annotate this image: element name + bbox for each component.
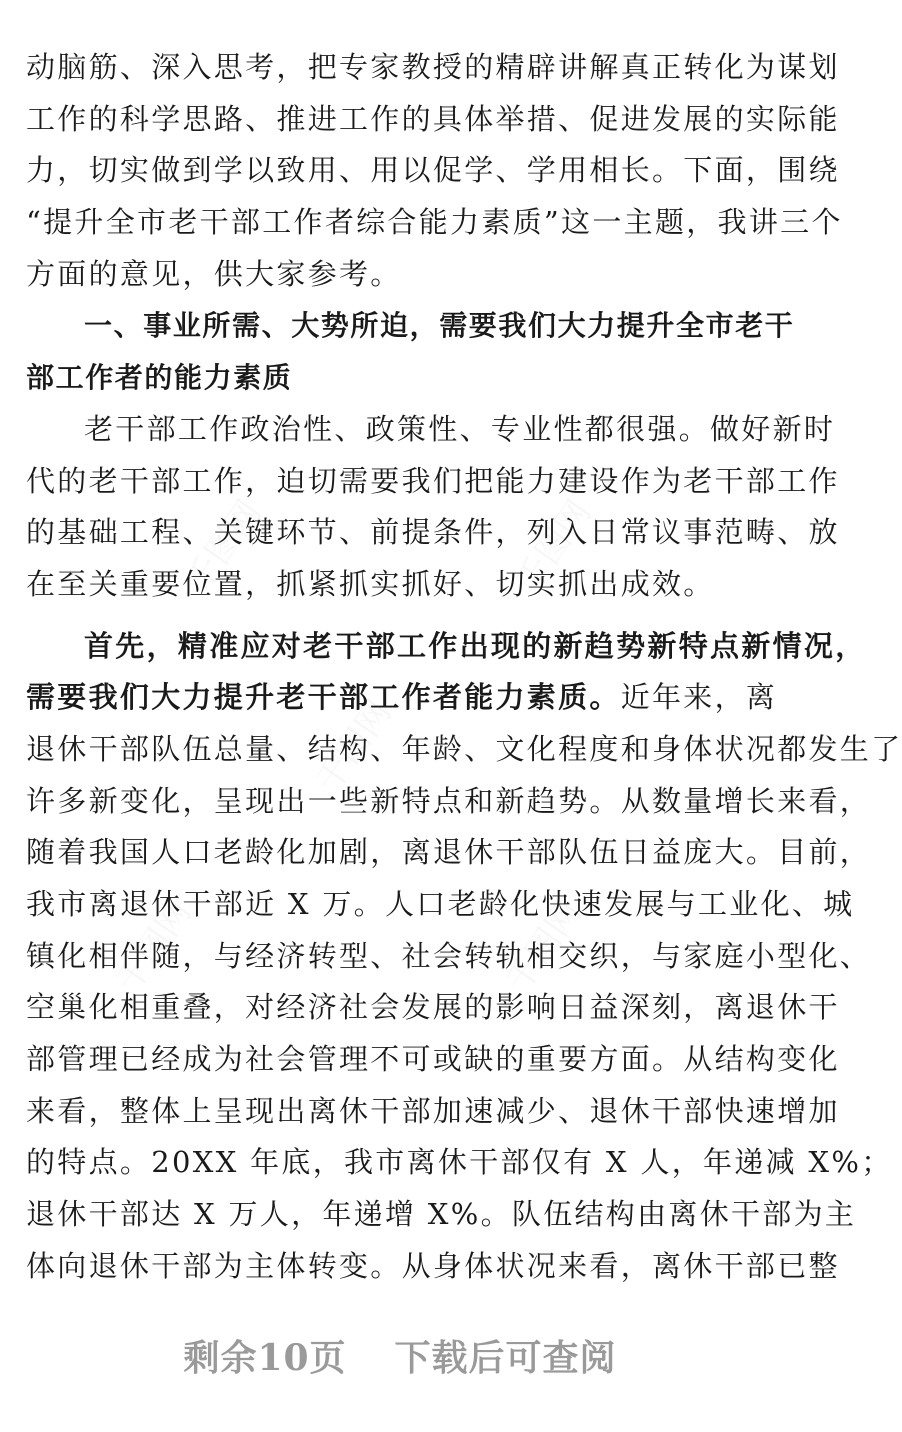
text-segment: 近年来，离	[620, 680, 778, 715]
text-line: 动脑筋、深入思考，把专家教授的精辟讲解真正转化为谋划	[26, 50, 840, 84]
text-line: 在至关重要位置，抓紧抓实抓好、切实抓出成效。	[26, 566, 715, 601]
text-line	[26, 672, 778, 724]
text-line: 退休干部达 X 万人，年递增 X%。队伍结构由离休干部为主	[26, 1197, 857, 1232]
text-line: 的基础工程、关键环节、前提条件，列入日常议事范畴、放	[26, 515, 840, 550]
text-line: 空巢化相重叠，对经济社会发展的影响日益深刻，离退休干	[26, 990, 840, 1025]
text-line: 镇化相伴随，与经济转型、社会转轨相交织，与家庭小型化、	[26, 938, 872, 973]
section-heading: 部工作者的能力素质	[26, 361, 293, 395]
remaining-pages-label: 剩余10页	[183, 1337, 347, 1379]
section-heading: 一、事业所需、大势所迫，需要我们大力提升全市老干	[84, 309, 795, 343]
document-body	[26, 42, 902, 1293]
text-line: 工作的科学思路、推进工作的具体举措、促进发展的实际能	[26, 101, 840, 136]
text-line: 方面的意见，供大家参考。	[26, 256, 402, 291]
text-line: 力，切实做到学以致用、用以促学、学用相长。下面，围绕	[26, 153, 840, 188]
text-line: 随着我国人口老龄化加剧，离退休干部队伍日益庞大。目前，	[26, 835, 872, 870]
emphasis-text: 首先，精准应对老干部工作出现的新趋势新特点新情况，	[84, 628, 867, 663]
text-line: 的特点。20XX 年底，我市离休干部仅有 X 人，年递减 X%；	[26, 1145, 893, 1180]
emphasis-text: 需要我们大力提升老干部工作者能力素质。	[26, 680, 621, 715]
download-prompt[interactable]	[0, 1330, 800, 1381]
text-line: 来看，整体上呈现出离休干部加速减少、退休干部快速增加	[26, 1093, 840, 1128]
text-line: 部管理已经成为社会管理不可或缺的重要方面。从结构变化	[26, 1042, 840, 1077]
text-line: 体向退休干部为主体转变。从身体状况来看，离休干部已整	[26, 1248, 840, 1283]
text-line: 许多新变化，呈现出一些新特点和新趋势。从数量增长来看，	[26, 783, 872, 818]
text-line: 我市离退休干部近 X 万。人口老龄化快速发展与工业化、城	[26, 887, 855, 921]
text-line: 代的老干部工作，迫切需要我们把能力建设作为老干部工作	[26, 463, 840, 498]
download-to-view-label: 下载后可查阅	[394, 1337, 617, 1379]
text-line	[26, 621, 867, 673]
text-line: 退休干部队伍总量、结构、年龄、文化程度和身体状况都发生了	[26, 731, 902, 766]
text-line: “提升全市老干部工作者综合能力素质”这一主题，我讲三个	[26, 205, 843, 240]
text-line: 老干部工作政治性、政策性、专业性都很强。做好新时	[84, 411, 836, 446]
